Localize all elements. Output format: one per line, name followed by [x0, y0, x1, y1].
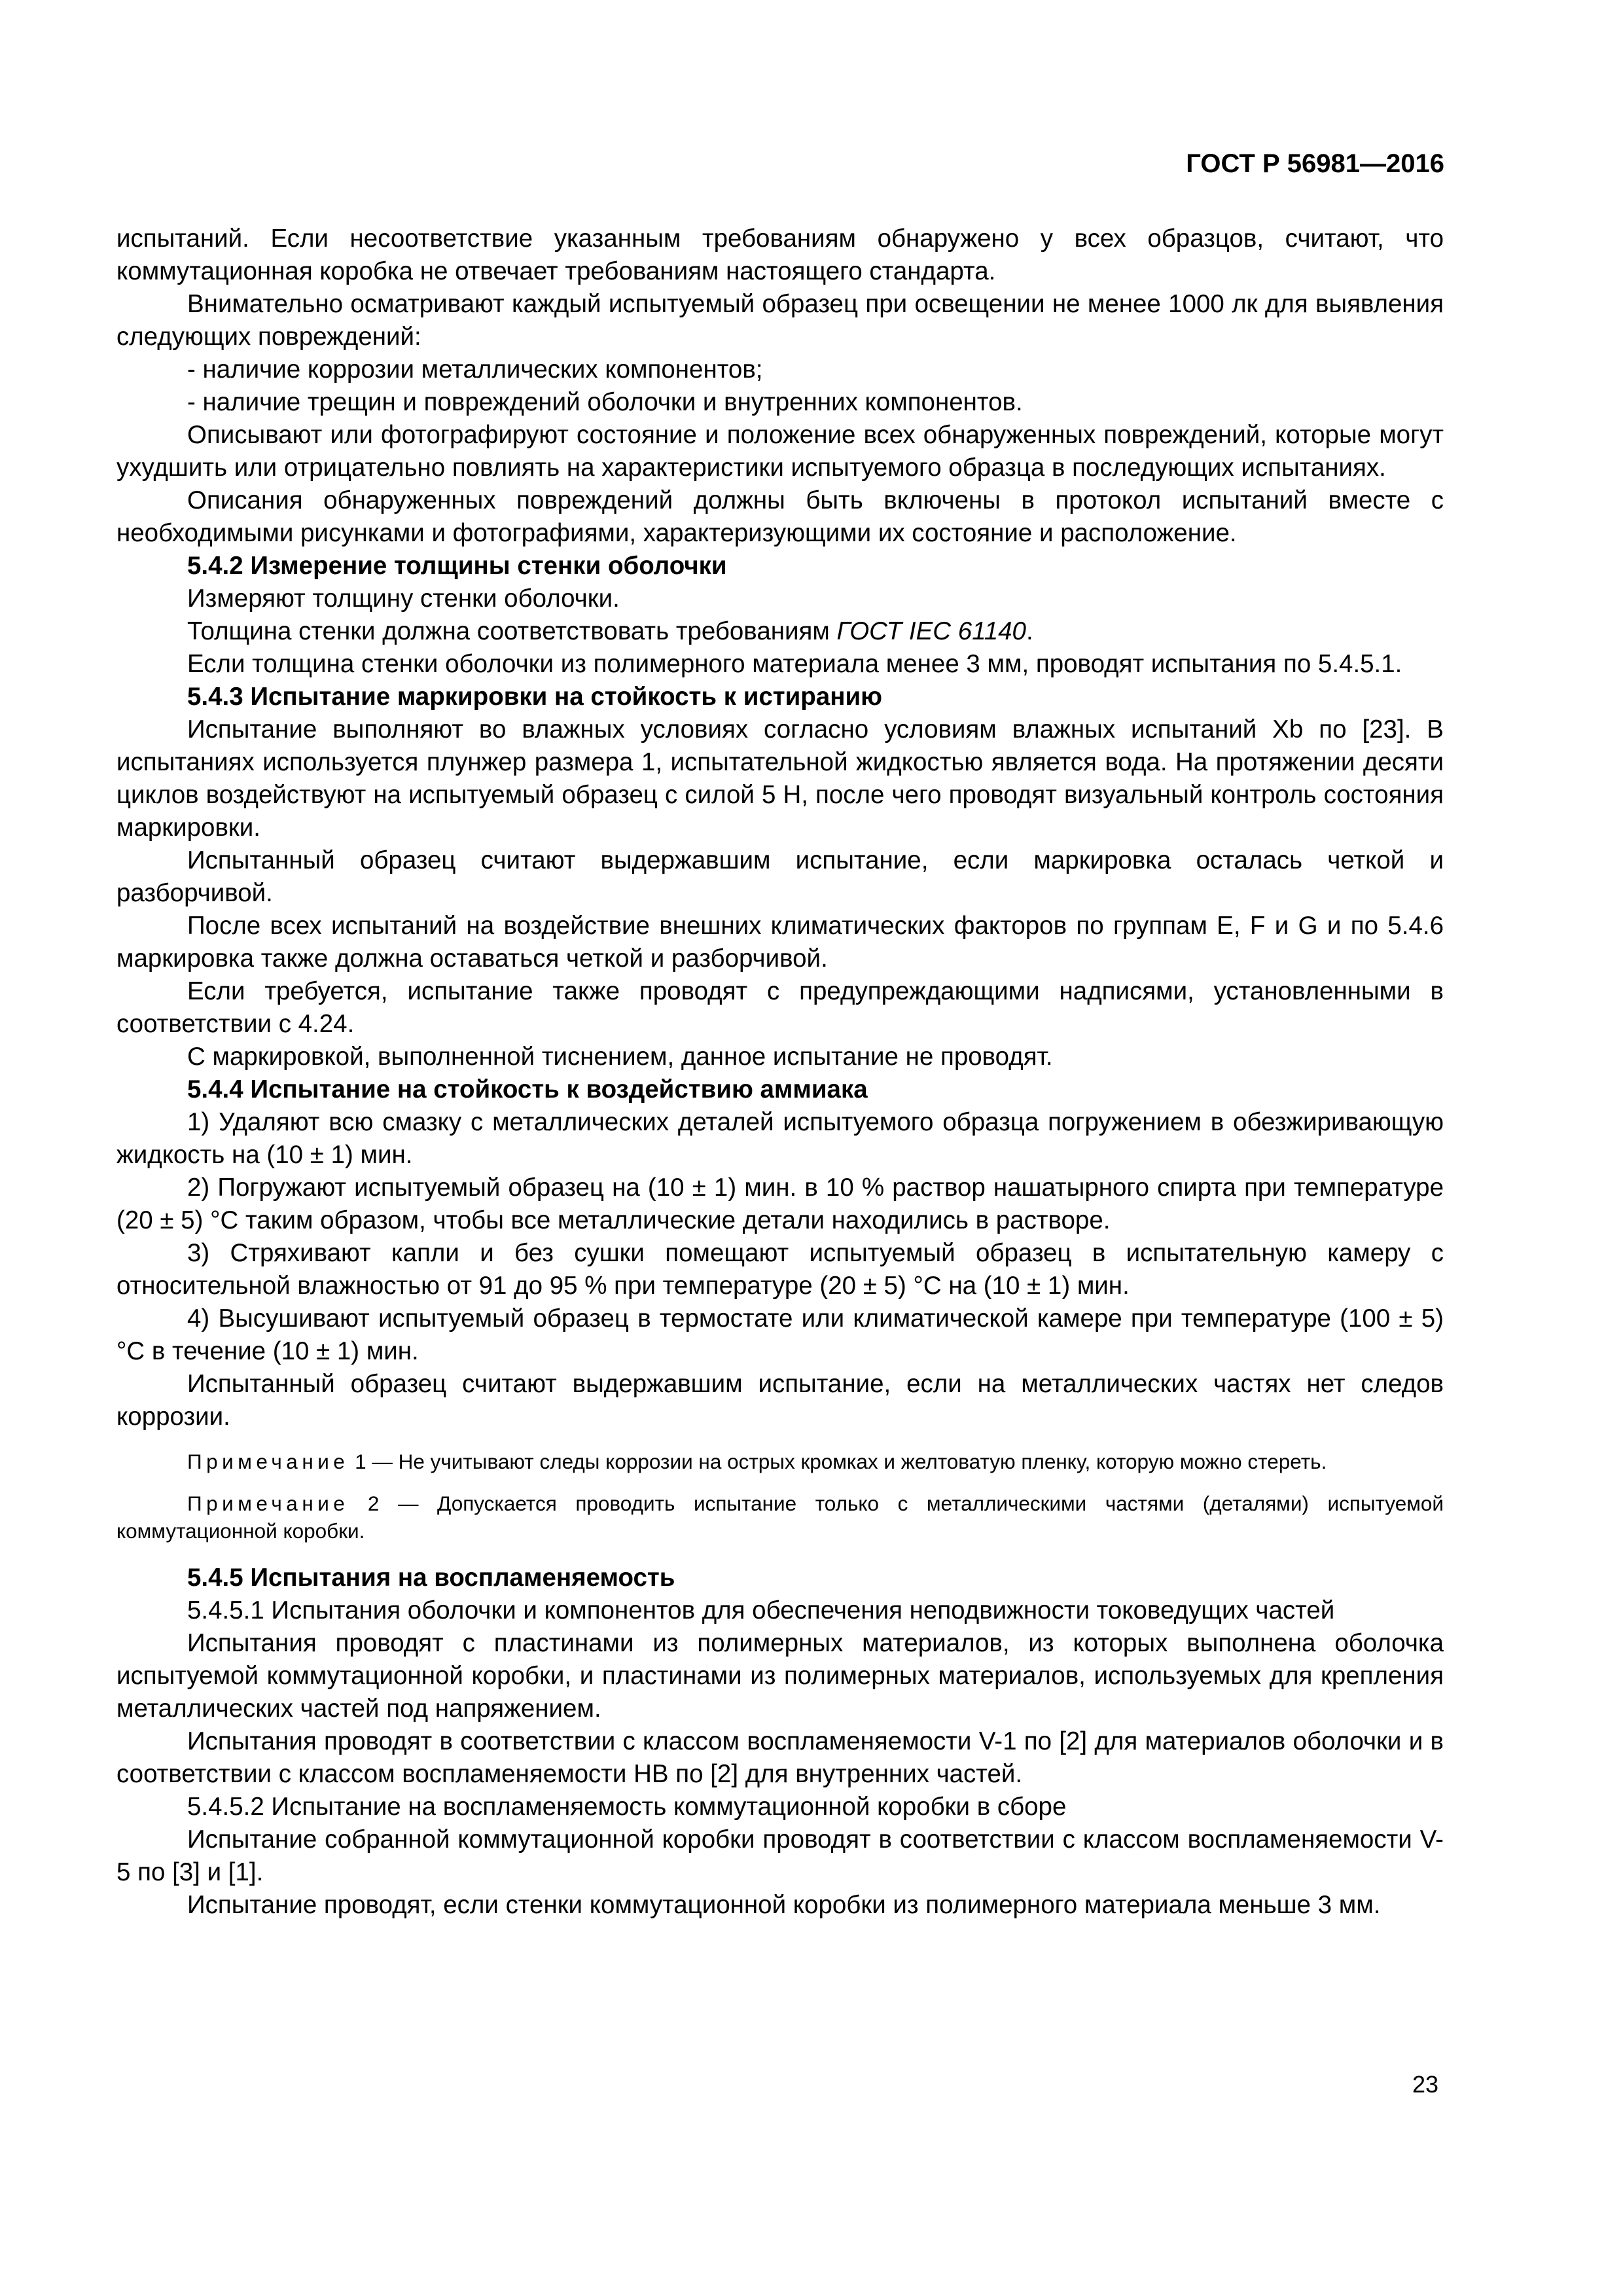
paragraph: Описания обнаруженных повреждений должны быть включены в протокол испытаний вместе с необходимыми рисунками и фотографиями, характеризующими их состояние и расположение.: [116, 486, 1444, 547]
paragraph: [116, 615, 1444, 648]
paragraph: Если требуется, испытание также проводят с предупреждающими надписями, установленными в соответствии с 4.24.: [116, 977, 1444, 1038]
paragraph: Испытание выполняют во влажных условиях согласно условиям влажных испытаний Xb по [23]. В испытаниях используется плунжер размера 1, испытательной жидкостью является вода. На протяжении десяти циклов воздействуют на испытуемый образец с силой 5 Н, после чего проводят визуальный контроль состояния маркировки.: [116, 715, 1444, 842]
paragraph-end: .: [1026, 617, 1033, 645]
section-heading-5-4-2: 5.4.2 Измерение толщины стенки оболочки: [187, 552, 727, 580]
section-heading-5-4-3: 5.4.3 Испытание маркировки на стойкость к истиранию: [187, 683, 883, 711]
list-item: - наличие коррозии металлических компонентов;: [187, 355, 763, 384]
paragraph: Испытание собранной коммутационной коробки проводят в соответствии с классом воспламеняемости V-5 по [3] и [1].: [116, 1825, 1444, 1886]
note-text: 2 — Допускается проводить испытание только с металлическими частями (деталями) испытуемой коммутационной коробки.: [116, 1492, 1444, 1543]
section-heading-5-4-4: 5.4.4 Испытание на стойкость к воздействию аммиака: [187, 1075, 868, 1103]
note-label: Примечание: [187, 1492, 349, 1515]
paragraph: Если толщина стенки оболочки из полимерного материала менее 3 мм, проводят испытания по 5.4.5.1.: [187, 650, 1402, 678]
list-item: - наличие трещин и повреждений оболочки и внутренних компонентов.: [187, 388, 1023, 416]
paragraph: Испытанный образец считают выдержавшим испытание, если на металлических частях нет следов коррозии.: [116, 1370, 1444, 1431]
page-number: 23: [1412, 2071, 1438, 2098]
paragraph: Измеряют толщину стенки оболочки.: [187, 584, 620, 613]
paragraph: Описывают или фотографируют состояние и положение всех обнаруженных повреждений, которые могут ухудшить или отрицательно повлиять на характеристики испытуемого образца в последующих испытаниях.: [116, 421, 1444, 482]
paragraph: Испытания проводят в соответствии с классом воспламеняемости V-1 по [2] для материалов оболочки и в соответствии с классом воспламеняемости НВ по [2] для внутренних частей.: [116, 1727, 1444, 1788]
list-item: 2) Погружают испытуемый образец на (10 ± 1) мин. в 10 % раствор нашатырного спирта при температуре (20 ± 5) °С таким образом, чтобы все металлические детали находились в растворе.: [116, 1174, 1444, 1234]
document-number-header: ГОСТ Р 56981—2016: [1186, 149, 1444, 178]
note-text: 1 — Не учитывают следы коррозии на острых кромках и желтоватую пленку, которую можно стереть.: [349, 1450, 1327, 1473]
subsection-heading: 5.4.5.1 Испытания оболочки и компонентов для обеспечения неподвижности токоведущих частей: [187, 1596, 1335, 1624]
paragraph: Испытания проводят с пластинами из полимерных материалов, из которых выполнена оболочка испытуемой коммутационной коробки, и пластинами из полимерных материалов, используемых для крепления металлических частей под напряжением.: [116, 1629, 1444, 1723]
subsection-heading: 5.4.5.2 Испытание на воспламеняемость коммутационной коробки в сборе: [187, 1793, 1067, 1821]
paragraph-text: Толщина стенки должна соответствовать требованиям: [187, 617, 837, 645]
section-heading-5-4-5: 5.4.5 Испытания на воспламеняемость: [187, 1564, 675, 1592]
paragraph: Испытание проводят, если стенки коммутационной коробки из полимерного материала меньше 3 мм.: [187, 1891, 1381, 1919]
paragraph: испытаний. Если несоответствие указанным требованиям обнаружено у всех образцов, считают, что коммутационная коробка не отвечает требованиям настоящего стандарта.: [116, 224, 1444, 285]
list-item: 3) Стряхивают капли и без сушки помещают испытуемый образец в испытательную камеру с относительной влажностью от 91 до 95 % при температуре (20 ± 5) °С на (10 ± 1) мин.: [116, 1239, 1444, 1300]
paragraph: Испытанный образец считают выдержавшим испытание, если маркировка осталась четкой и разборчивой.: [116, 846, 1444, 907]
note-1: [116, 1448, 1444, 1475]
paragraph: С маркировкой, выполненной тиснением, данное испытание не проводят.: [187, 1043, 1053, 1071]
standard-reference: ГОСТ IEC 61140: [836, 617, 1026, 645]
page-body: [116, 223, 1444, 1922]
note-label: Примечание: [187, 1450, 349, 1473]
note-2: [116, 1490, 1444, 1545]
paragraph: Внимательно осматривают каждый испытуемый образец при освещении не менее 1000 лк для выявления следующих повреждений:: [116, 290, 1444, 351]
list-item: 1) Удаляют всю смазку с металлических деталей испытуемого образца погружением в обезжиривающую жидкость на (10 ± 1) мин.: [116, 1108, 1444, 1169]
list-item: 4) Высушивают испытуемый образец в термостате или климатической камере при температуре (100 ± 5) °С в течение (10 ± 1) мин.: [116, 1304, 1444, 1365]
paragraph: После всех испытаний на воздействие внешних климатических факторов по группам E, F и G и по 5.4.6 маркировка также должна оставаться четкой и разборчивой.: [116, 912, 1444, 973]
